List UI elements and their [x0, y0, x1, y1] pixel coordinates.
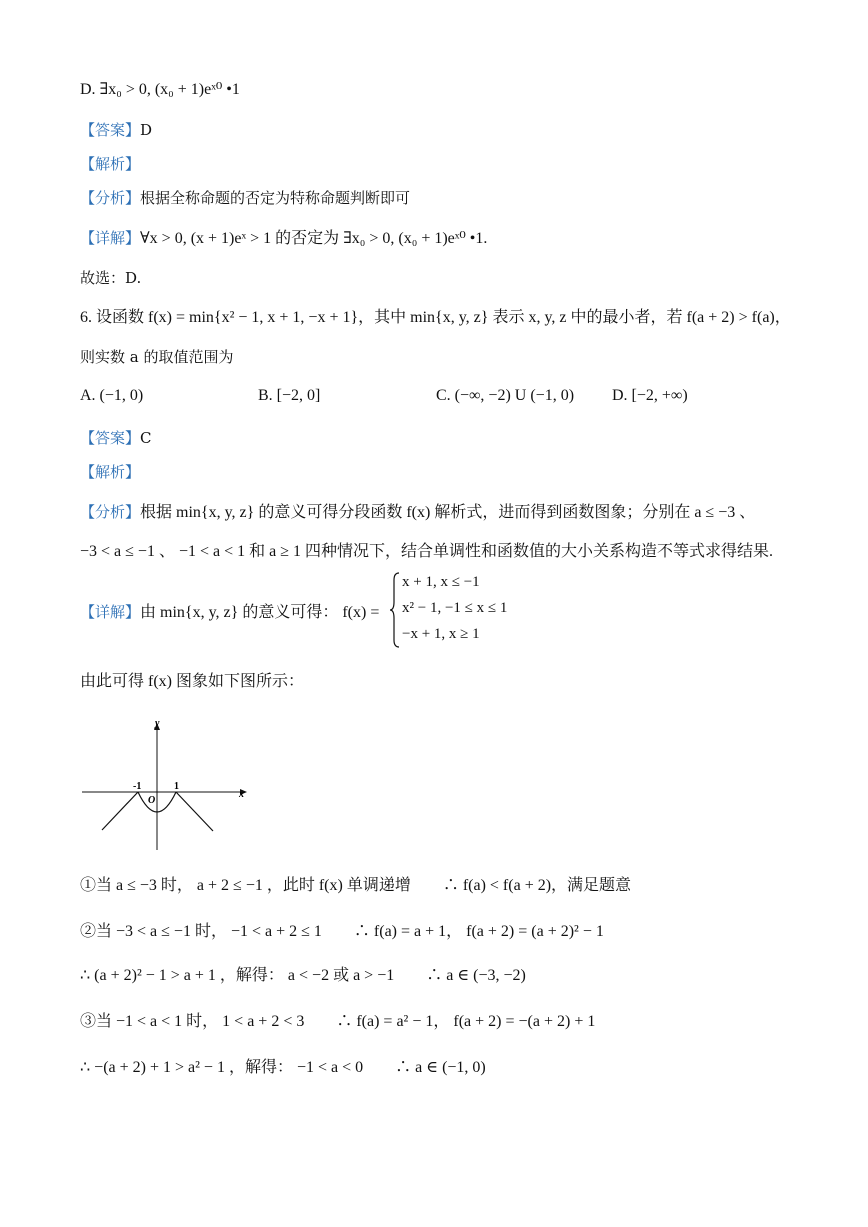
- case-analysis-3: ③当 −1 < a < 1 时， 1 < a + 2 < 3 ∴ f(a) = a² − 1， f(a + 2) = −(a + 2) + 1: [80, 1013, 596, 1030]
- fenxi-1: [80, 188, 410, 208]
- xiangjie-2: [80, 602, 379, 623]
- option-a: A. (−1, 0): [80, 387, 144, 404]
- answer-value: C: [140, 429, 152, 447]
- fenxi-2-line-2: −3 < a ≤ −1 、 −1 < a < 1 和 a ≥ 1 四种情况下，结合单调性和函数值的大小关系构造不等式求得结果.: [80, 543, 774, 560]
- xiangjie-tag: 【详解】: [80, 603, 141, 621]
- case-analysis-3b: ∴ −(a + 2) + 1 > a² − 1 ，解得： −1 < a < 0 ∴ a ∈ (−1, 0): [80, 1059, 486, 1076]
- answer-1: [80, 120, 152, 140]
- xiangjie-1: [80, 228, 487, 249]
- question-6-line-2: 则实数 a 的取值范围为: [80, 348, 234, 366]
- left-branch: [102, 792, 138, 830]
- option-b: B. [−2, 0]: [258, 387, 321, 404]
- answer-tag: 【答案】: [80, 121, 141, 139]
- xiangjie-text: ∀x > 0, (x + 1)eˣ > 1 的否定为 ∃x₀ > 0, (x₀ + 1)eˣ⁰ •1.: [140, 230, 488, 247]
- left-brace-icon: [390, 572, 400, 648]
- x-axis-label: x: [239, 789, 244, 800]
- answer-value: D: [140, 121, 153, 139]
- origin-label: O: [148, 795, 156, 806]
- guxuan-line: 故选：D.: [80, 269, 142, 287]
- right-branch: [176, 792, 213, 831]
- analysis-heading-1: 【解析】: [80, 155, 141, 173]
- answer-2: [80, 428, 152, 448]
- case-2: x² − 1, −1 ≤ x ≤ 1: [402, 600, 508, 616]
- prev-option-d: D. ∃x₀ > 0, (x₀ + 1)eˣ⁰ •1: [80, 81, 240, 98]
- function-graph: [82, 714, 252, 854]
- tick-label-pos1: 1: [174, 781, 179, 792]
- fenxi-text: 根据全称命题的否定为特称命题判断即可: [140, 189, 411, 207]
- xiangjie-text: 由 min{x, y, z} 的意义可得： f(x) =: [140, 604, 380, 621]
- answer-tag: 【答案】: [80, 429, 141, 447]
- case-1: x + 1, x ≤ −1: [402, 574, 480, 590]
- tick-label-neg1: -1: [133, 781, 142, 792]
- piecewise-cases: [390, 572, 540, 652]
- fenxi-tag: 【分析】: [80, 189, 141, 207]
- fenxi-text: 根据 min{x, y, z} 的意义可得分段函数 f(x) 解析式，进而得到函数图象；分别在 a ≤ −3 、: [140, 504, 756, 521]
- case-analysis-1: ①当 a ≤ −3 时， a + 2 ≤ −1 ，此时 f(x) 单调递增 ∴ f(a) < f(a + 2)，满足题意: [80, 877, 632, 894]
- case-analysis-2: ②当 −3 < a ≤ −1 时， −1 < a + 2 ≤ 1 ∴ f(a) = a + 1， f(a + 2) = (a + 2)² − 1: [80, 923, 604, 940]
- y-axis-label: y: [155, 718, 160, 729]
- case-analysis-2b: ∴ (a + 2)² − 1 > a + 1 ，解得： a < −2 或 a > −1 ∴ a ∈ (−3, −2): [80, 967, 526, 984]
- fenxi-2: [80, 502, 755, 523]
- graph-intro: 由此可得 f(x) 图象如下图所示：: [80, 673, 304, 690]
- case-3: −x + 1, x ≥ 1: [402, 626, 480, 642]
- option-c: C. (−∞, −2) U (−1, 0): [436, 387, 575, 404]
- question-6-line-1: 6. 设函数 f(x) = min{x² − 1, x + 1, −x + 1}，其中 min{x, y, z} 表示 x, y, z 中的最小者，若 f(a + 2) > f(a)，: [80, 309, 791, 326]
- option-d: D. [−2, +∞): [612, 387, 688, 404]
- analysis-heading-2: 【解析】: [80, 463, 141, 481]
- xiangjie-tag: 【详解】: [80, 229, 141, 247]
- fenxi-tag: 【分析】: [80, 503, 141, 521]
